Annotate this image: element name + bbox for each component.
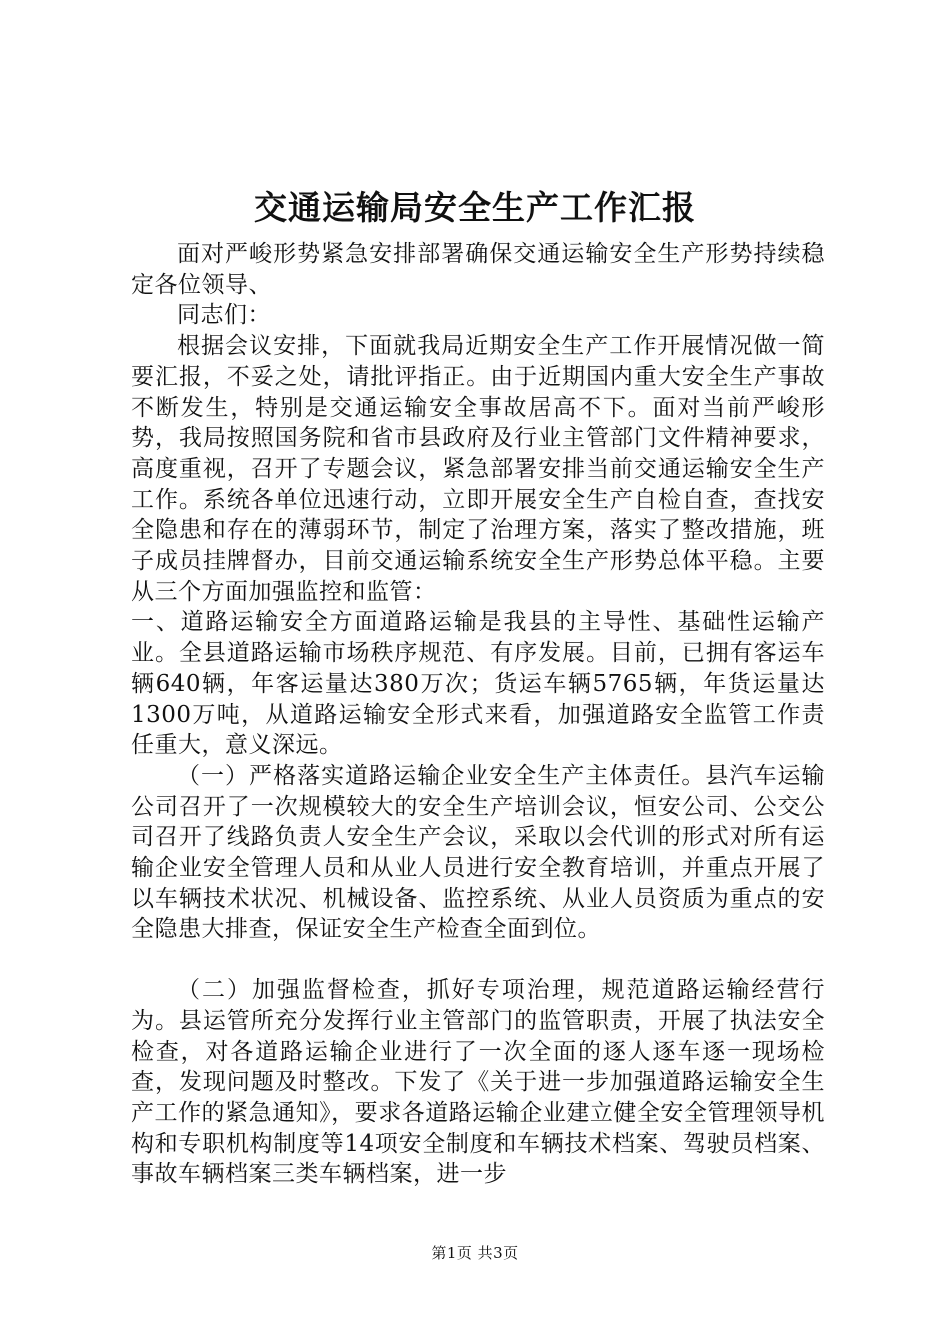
document-body: [131, 239, 825, 1190]
page-indicator: 第1页 共3页: [431, 1244, 519, 1262]
paragraph-opening: 面对严峻形势紧急安排部署确保交通运输安全生产形势持续稳定各位领导、: [131, 241, 825, 298]
paragraph-section-one: 一、道路运输安全方面道路运输是我县的主导性、基础性运输产业。全县道路运输市场秩序规范、有序发展。目前，已拥有客运车辆640辆，年客运量达380万次；货运车辆5765辆，年货运量达1300万吨，从道路运输安全形式来看，加强道路安全监管工作责任重大，意义深远。: [131, 609, 825, 759]
document-title: 交通运输局安全生产工作汇报: [254, 188, 696, 227]
paragraph-item-two: （二）加强监督检查，抓好专项治理，规范道路运输经营行为。县运管所充分发挥行业主管部门的监管职责，开展了执法安全检查，对各道路运输企业进行了一次全面的逐人逐车逐一现场检查，发现问题及时整改。下发了《关于进一步加强道路运输安全生产工作的紧急通知》，要求各道路运输企业建立健全安全管理领导机构和专职机构制度等14项安全制度和车辆技术档案、驾驶员档案、事故车辆档案三类车辆档案，进一步: [131, 977, 825, 1188]
paragraph-item-one: （一）严格落实道路运输企业安全生产主体责任。县汽车运输公司召开了一次规模较大的安全生产培训会议，恒安公司、公交公司召开了线路负责人安全生产会议，采取以会代训的形式对所有运输企业安全管理人员和从业人员进行安全教育培训，并重点开展了以车辆技术状况、机械设备、监控系统、从业人员资质为重点的安全隐患大排查，保证安全生产检查全面到位。: [131, 762, 825, 943]
paragraph-salutation: 同志们：: [177, 302, 271, 329]
paragraph-introduction: 根据会议安排，下面就我局近期安全生产工作开展情况做一简要汇报，不妥之处，请批评指正。由于近期国内重大安全生产事故不断发生，特别是交通运输安全事故居高不下。面对当前严峻形势，我局按照国务院和省市县政府及行业主管部门文件精神要求，高度重视，召开了专题会议，紧急部署安排当前交通运输安全生产工作。系统各单位迅速行动，立即开展安全生产自检自查，查找安全隐患和存在的薄弱环节，制定了治理方案，落实了整改措施，班子成员挂牌督办，目前交通运输系统安全生产形势总体平稳。主要从三个方面加强监控和监管：: [131, 333, 825, 605]
